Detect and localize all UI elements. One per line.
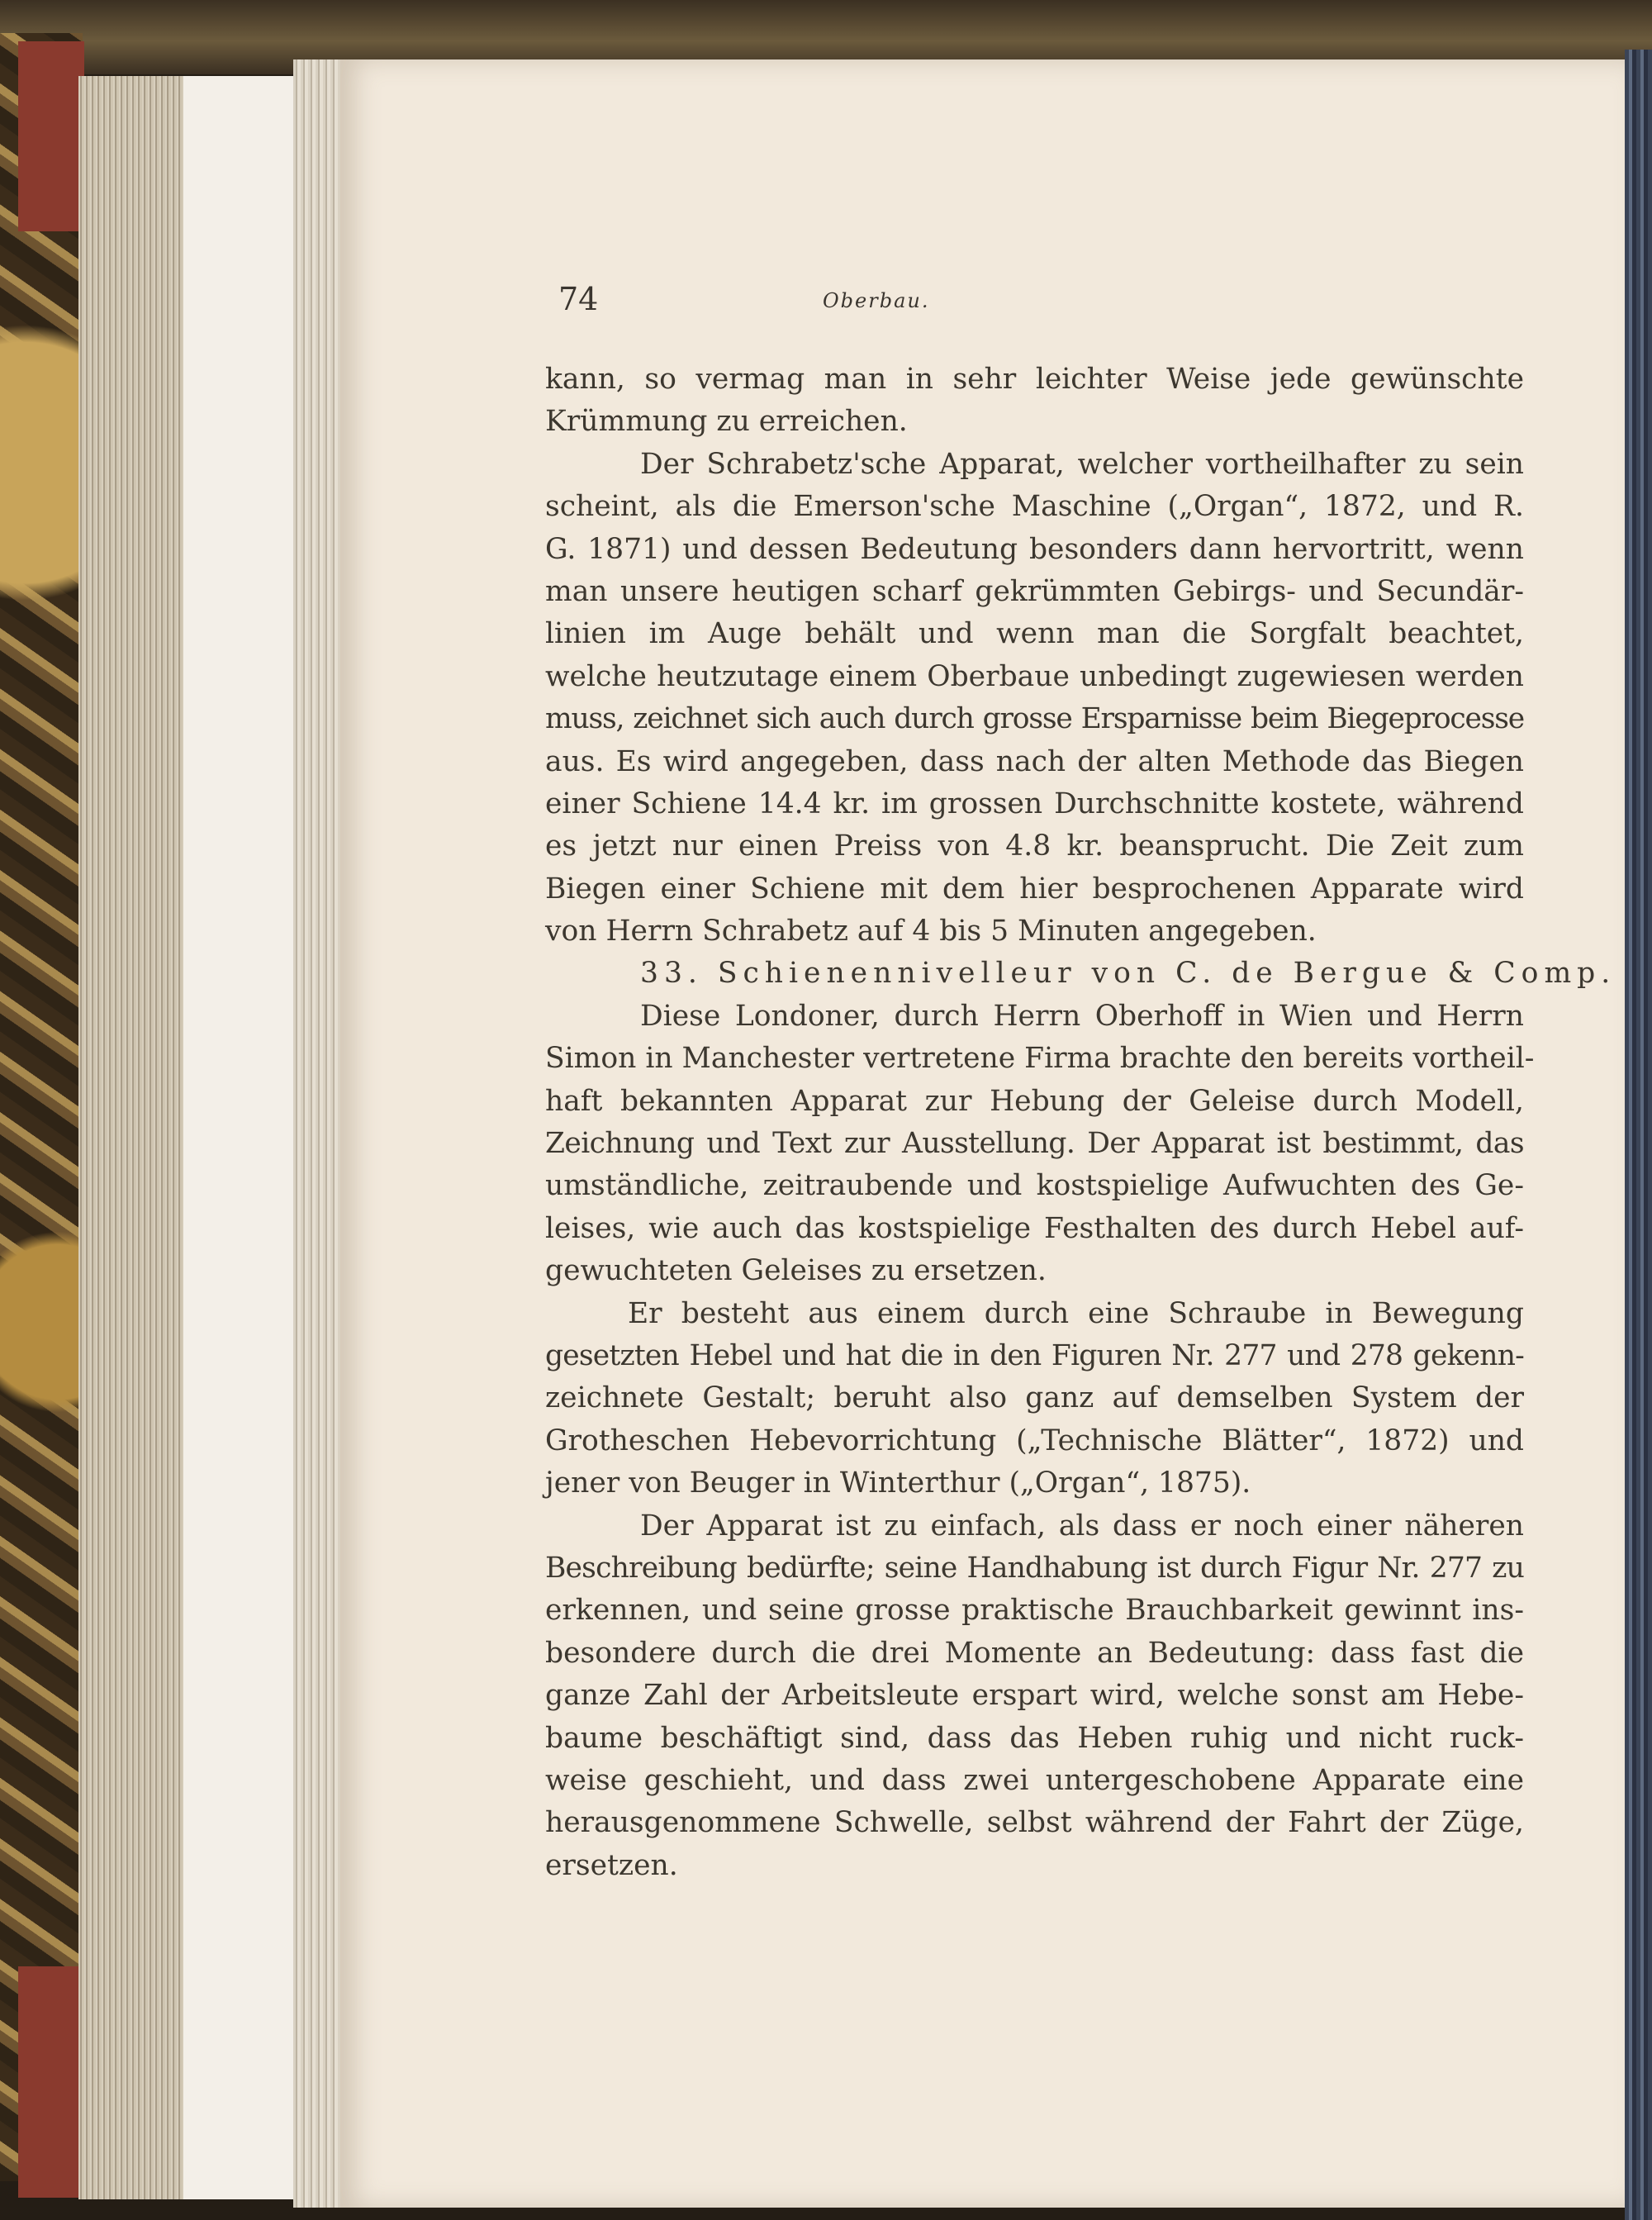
text-line: Simon in Manchester vertretene Firma brachte den bereits vortheil-	[545, 1042, 1535, 1076]
text-line: Beschreibung bedürfte; seine Handhabung ist durch Figur Nr. 277 zu	[545, 1551, 1524, 1585]
text-line: von Herrn Schrabetz auf 4 bis 5 Minuten angegeben.	[545, 915, 1317, 948]
text-line: Der Schrabetz'sche Apparat, welcher vortheilhafter zu sein	[640, 447, 1524, 481]
section-heading	[545, 953, 1616, 995]
paragraph	[545, 1505, 1524, 1888]
text-line: G. 1871) und dessen Bedeutung besonders dann hervortritt, wenn	[545, 532, 1524, 566]
page-number: 74	[558, 281, 599, 317]
text-line: ganze Zahl der Arbeitsleute erspart wird, welche sonst am Hebe-	[545, 1679, 1524, 1713]
page-header	[558, 281, 1525, 322]
text-line: erkennen, und seine grosse praktische Brauchbarkeit gewinnt ins-	[545, 1594, 1524, 1628]
text-line: gewuchteten Geleises zu ersetzen.	[545, 1254, 1047, 1288]
text-line: baume beschäftigt sind, dass das Heben ruhig und nicht ruck-	[545, 1721, 1524, 1755]
text-line: muss, zeichnet sich auch durch grosse Ersparnisse beim Biegeprocesse	[545, 702, 1524, 736]
text-line: linien im Auge behält und wenn man die Sorgfalt beachtet,	[545, 617, 1524, 651]
page-block-edge	[78, 76, 186, 2199]
text-line: haft bekannten Apparat zur Hebung der Geleise durch Modell,	[545, 1084, 1524, 1118]
paragraph	[545, 996, 1535, 1293]
text-line: es jetzt nur einen Preiss von 4.8 kr. beansprucht. Die Zeit zum	[545, 830, 1524, 863]
text-line: Der Apparat ist zu einfach, als dass er noch einer näheren	[640, 1509, 1524, 1543]
text-line: gesetzten Hebel und hat die in den Figuren Nr. 277 und 278 gekenn-	[545, 1338, 1524, 1372]
paragraph	[545, 444, 1524, 953]
text-line: Grotheschen Hebevorrichtung („Technische Blätter“, 1872) und	[545, 1424, 1524, 1457]
text-line: zeichnete Gestalt; beruht also ganz auf demselben System der	[545, 1381, 1524, 1415]
text-line: Zeichnung und Text zur Ausstellung. Der Apparat ist bestimmt, das	[545, 1127, 1524, 1161]
text-line: besondere durch die drei Momente an Bedeutung: dass fast die	[545, 1636, 1524, 1670]
section-heading-text: 33. Schienennivelleur von C. de Bergue & Comp.	[640, 957, 1616, 991]
text-line: einer Schiene 14.4 kr. im grossen Durchschnitte kostete, während	[545, 787, 1524, 820]
facing-page-edge	[183, 76, 297, 2199]
book-gutter	[293, 59, 343, 2208]
text-line: man unsere heutigen scharf gekrümmten Gebirgs- und Secundär-	[545, 574, 1524, 608]
text-line: Diese Londoner, durch Herrn Oberhoff in Wien und Herrn	[640, 999, 1524, 1033]
text-line: kann, so vermag man in sehr leichter Weise jede gewünschte	[545, 363, 1524, 396]
text-line: aus. Es wird angegeben, dass nach der alten Methode das Biegen	[545, 744, 1524, 778]
body-text	[545, 359, 1616, 1887]
text-line: umständliche, zeitraubende und kostspielige Aufwuchten des Ge-	[545, 1169, 1524, 1203]
text-line: Krümmung zu erreichen.	[545, 405, 908, 439]
text-line: Er besteht aus einem durch eine Schraube in Bewegung	[628, 1296, 1524, 1330]
text-line: Biegen einer Schiene mit dem hier besprochenen Apparate wird	[545, 872, 1524, 906]
text-line: herausgenommene Schwelle, selbst während der Fahrt der Züge,	[545, 1806, 1524, 1840]
book-binding-right	[1625, 50, 1652, 2220]
cover-edge-bottom	[18, 1966, 84, 2198]
paragraph	[545, 359, 1524, 444]
cover-edge-top	[18, 41, 84, 231]
text-line: welche heutzutage einem Oberbaue unbedingt zugewiesen werden	[545, 659, 1524, 693]
text-line: weise geschieht, und dass zwei untergeschobene Apparate eine	[545, 1763, 1524, 1797]
text-line: scheint, als die Emerson'sche Maschine („Organ“, 1872, und R.	[545, 490, 1524, 524]
paragraph	[545, 1293, 1524, 1505]
running-title: Oberbau.	[823, 289, 930, 312]
text-line: ersetzen.	[545, 1848, 678, 1882]
text-line: leises, wie auch das kostspielige Festhalten des durch Hebel auf-	[545, 1211, 1524, 1245]
text-line: jener von Beuger in Winterthur („Organ“, 1875).	[545, 1467, 1251, 1500]
book-binding-marbled-cover	[0, 33, 83, 2181]
